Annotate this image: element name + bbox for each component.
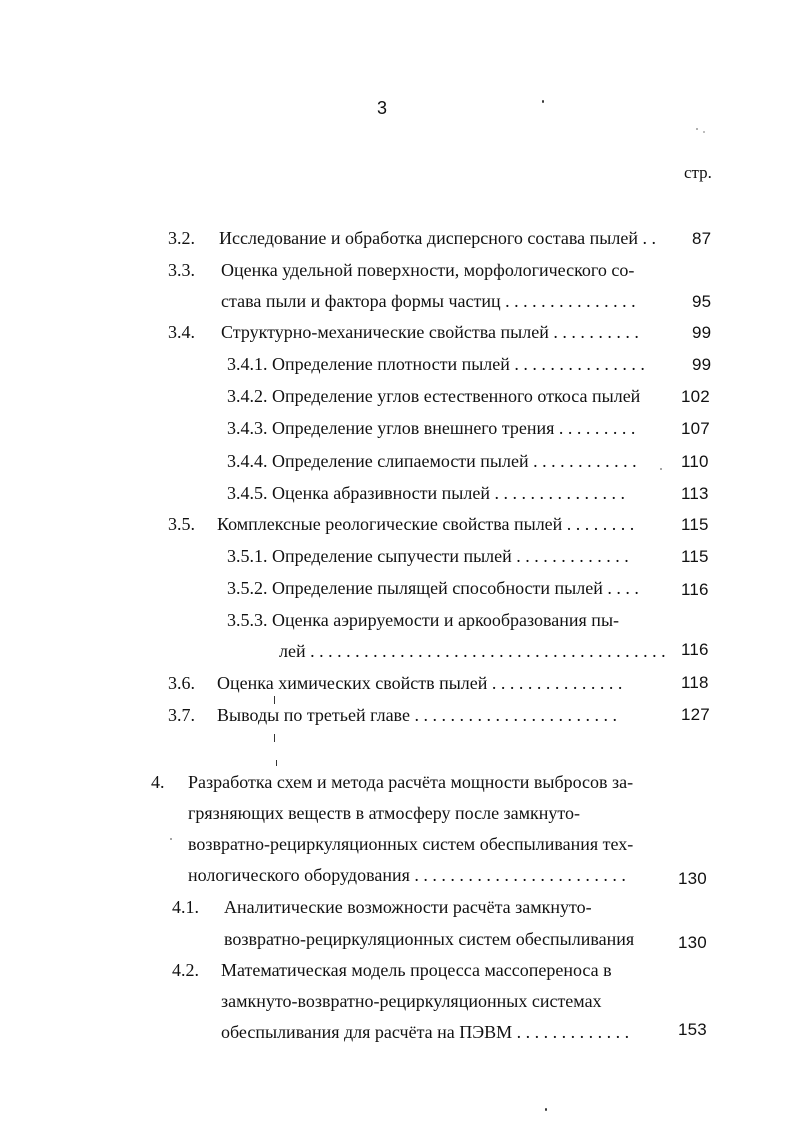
scan-speck — [542, 100, 544, 103]
toc-title-line: замкнуто-возвратно-рециркуляционных системах — [221, 991, 602, 1011]
scan-speck — [545, 1108, 547, 1111]
toc-title: 3.4.3. Определение углов внешнего трения . . . . . . . . . — [227, 418, 636, 438]
toc-title: Структурно-механические свойства пылей . . . . . . . . . . — [221, 322, 639, 342]
toc-title-line: возвратно-рециркуляционных систем обеспыливания тех- — [188, 834, 634, 854]
toc-title-line: става пыли и фактора формы частиц . . . . . . . . . . . . . . . — [221, 291, 636, 311]
page-number: 3 — [377, 98, 388, 118]
toc-number: 3.7. — [168, 705, 195, 725]
scan-speck — [276, 760, 277, 766]
toc-page: 116 — [681, 640, 709, 659]
toc-title-line: обеспыливания для расчёта на ПЭВМ . . . . . . . . . . . . . — [221, 1022, 630, 1042]
toc-title-line: возвратно-рециркуляционных систем обеспыливания — [224, 929, 635, 949]
toc-title: Комплексные реологические свойства пылей . . . . . . . . — [217, 514, 635, 534]
toc-page: 110 — [681, 452, 709, 471]
scan-speck — [274, 696, 275, 704]
toc-title: 3.4.5. Оценка абразивности пылей . . . . . . . . . . . . . . . — [227, 483, 625, 503]
toc-title-line: Аналитические возможности расчёта замкнуто- — [224, 897, 592, 917]
scan-speck — [274, 734, 275, 742]
toc-number: 3.3. — [168, 260, 195, 280]
toc-title: 3.4.1. Определение плотности пылей . . . . . . . . . . . . . . . — [227, 354, 645, 374]
toc-page: 153 — [678, 1020, 707, 1039]
toc-page: 115 — [681, 547, 709, 566]
scan-speck — [696, 128, 698, 130]
toc-title: Исследование и обработка дисперсного состава пылей . . — [219, 228, 656, 248]
toc-page: 87 — [692, 229, 712, 248]
toc-title-line: 3.5.3. Оценка аэрируемости и аркообразования пы- — [227, 610, 620, 630]
toc-title-line: нологического оборудования . . . . . . . . . . . . . . . . . . . . . . . . — [188, 865, 626, 885]
toc-number: 3.6. — [168, 673, 195, 693]
toc-page: 95 — [692, 292, 712, 311]
toc-title: 3.4.4. Определение слипаемости пылей . . . . . . . . . . . . — [227, 451, 637, 471]
toc-page: 99 — [692, 355, 712, 374]
scan-speck — [703, 131, 705, 133]
toc-page: 116 — [681, 580, 709, 599]
toc-title: 3.5.2. Определение пылящей способности пылей . . . . — [227, 578, 639, 598]
toc-title-line: Разработка схем и метода расчёта мощности выбросов за- — [188, 772, 634, 792]
toc-number: 4. — [151, 772, 165, 792]
toc-title: Выводы по третьей главе . . . . . . . . . . . . . . . . . . . . . . . — [217, 705, 617, 725]
toc-page: 99 — [692, 323, 712, 342]
toc-page: 102 — [681, 387, 710, 406]
toc-number: 3.5. — [168, 514, 195, 534]
scan-speck — [660, 468, 662, 470]
toc-title-line: Оценка удельной поверхности, морфологического со- — [221, 260, 635, 280]
toc-page: 130 — [678, 869, 707, 888]
toc-page: 118 — [681, 673, 709, 692]
toc-title-line: грязняющих веществ в атмосферу после замкнуто- — [188, 803, 581, 823]
page-column-label: стр. — [684, 163, 712, 182]
toc-page: 127 — [681, 705, 710, 724]
toc-page: 115 — [681, 515, 709, 534]
toc-number: 4.2. — [172, 960, 199, 980]
toc-title-line: лей . . . . . . . . . . . . . . . . . . . . . . . . . . . . . . . . . . . . . . . . — [279, 641, 666, 661]
toc-number: 4.1. — [172, 897, 199, 917]
toc-title: Оценка химических свойств пылей . . . . . . . . . . . . . . . — [217, 673, 623, 693]
toc-title-line: Математическая модель процесса массопереноса в — [221, 960, 612, 980]
toc-title: 3.5.1. Определение сыпучести пылей . . . . . . . . . . . . . — [227, 546, 629, 566]
toc-title: 3.4.2. Определение углов естественного откоса пылей — [227, 386, 641, 406]
scan-speck — [170, 838, 172, 840]
toc-page: 130 — [678, 933, 707, 952]
toc-number: 3.2. — [168, 228, 195, 248]
toc-page: 107 — [681, 419, 710, 438]
toc-number: 3.4. — [168, 322, 195, 342]
toc-page: 113 — [681, 484, 709, 503]
